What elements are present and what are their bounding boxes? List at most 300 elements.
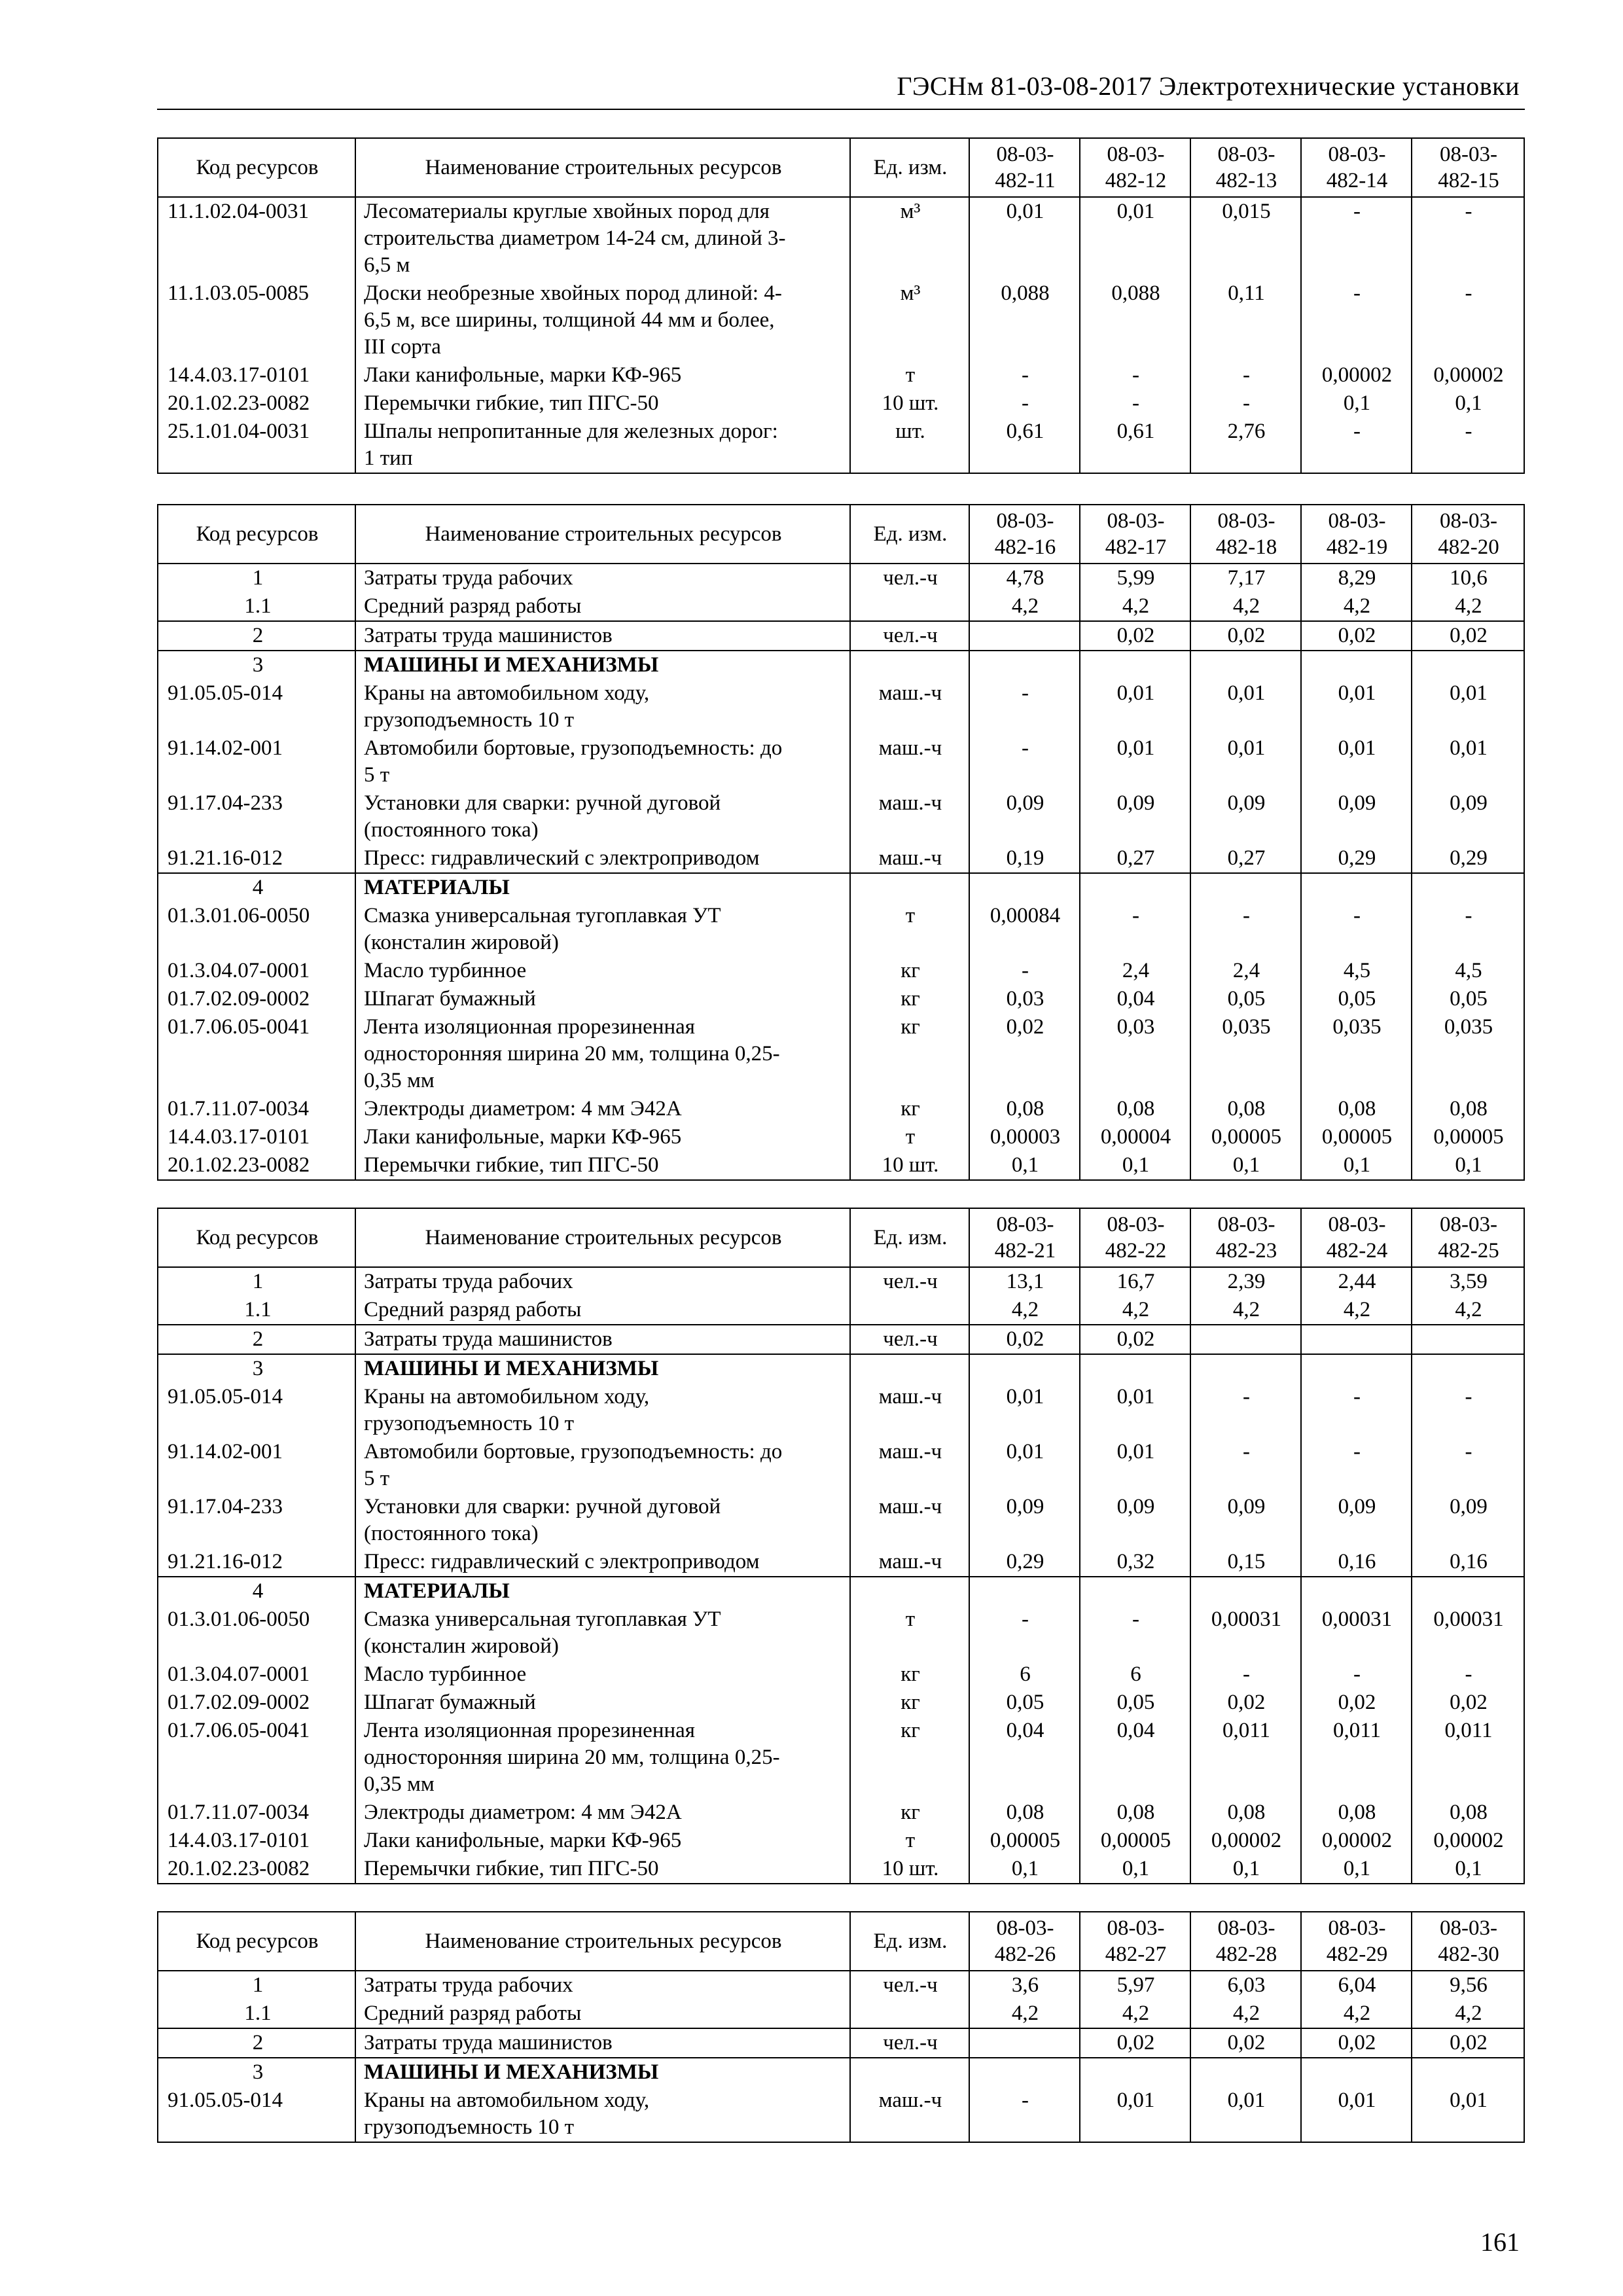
resource-name: МАШИНЫ И МЕХАНИЗМЫ: [355, 1354, 850, 1383]
resource-name: Краны на автомобильном ходу, грузоподъемность 10 т: [355, 2087, 850, 2142]
table-row: [158, 1095, 1524, 1123]
resource-value: -: [1412, 902, 1524, 957]
table-row: [158, 1855, 1524, 1884]
resource-value: [1190, 1577, 1301, 1605]
resource-value: 6: [1080, 1660, 1190, 1689]
table-row: [158, 1296, 1524, 1325]
resource-name: Пресс: гидравлический с электроприводом: [355, 1548, 850, 1577]
header-norm-code: 08-03- 482-16: [969, 505, 1080, 564]
resource-name: Электроды диаметром: 4 мм Э42А: [355, 1799, 850, 1827]
resource-value: 0,04: [1080, 1717, 1190, 1799]
resource-value: 0,01: [1080, 1438, 1190, 1493]
resource-value: -: [969, 734, 1080, 789]
resource-value: 0,01: [1301, 734, 1412, 789]
resource-value: 2,39: [1190, 1267, 1301, 1296]
resource-value: [1412, 1577, 1524, 1605]
table-row: [158, 279, 1524, 361]
resource-value: 4,2: [1301, 2000, 1412, 2028]
resource-value: 0,29: [969, 1548, 1080, 1577]
header-name: Наименование строительных ресурсов: [355, 1912, 850, 1971]
resource-value: 0,01: [1412, 734, 1524, 789]
resource-unit: 10 шт.: [850, 1855, 969, 1884]
resource-value: 0,1: [1412, 1855, 1524, 1884]
resource-unit: маш.-ч: [850, 734, 969, 789]
resource-value: 2,76: [1190, 418, 1301, 473]
table-row: [158, 418, 1524, 473]
resource-value: -: [1301, 197, 1412, 279]
resource-unit: т: [850, 1827, 969, 1855]
running-header-title: ГЭСНм 81-03-08-2017 Электротехнические установки: [897, 71, 1520, 101]
resource-value: 0,02: [1190, 621, 1301, 651]
resource-value: 0,1: [1301, 389, 1412, 418]
resource-value: [1190, 1325, 1301, 1354]
resource-value: 0,1: [1301, 1855, 1412, 1884]
resource-value: 0,11: [1190, 279, 1301, 361]
resource-code: 01.3.01.06-0050: [158, 1605, 355, 1660]
resource-code: 2: [158, 621, 355, 651]
resource-unit: [850, 1354, 969, 1383]
resource-name: Затраты труда рабочих: [355, 564, 850, 592]
resource-value: 0,00002: [1301, 361, 1412, 389]
table-row: [158, 1325, 1524, 1354]
resource-value: -: [1080, 1605, 1190, 1660]
table-row: [158, 734, 1524, 789]
resource-value: 0,09: [1301, 1493, 1412, 1548]
resource-value: [969, 2058, 1080, 2087]
resource-value: [969, 1577, 1080, 1605]
resource-value: 0,04: [1080, 985, 1190, 1013]
resource-name: Средний разряд работы: [355, 2000, 850, 2028]
resource-value: 0,01: [1301, 679, 1412, 734]
resource-value: -: [1190, 389, 1301, 418]
resource-value: -: [1412, 279, 1524, 361]
resource-value: 0,08: [969, 1095, 1080, 1123]
resource-code: 14.4.03.17-0101: [158, 1827, 355, 1855]
resource-value: -: [1080, 361, 1190, 389]
resource-code: 1.1: [158, 592, 355, 621]
resource-value: 0,00003: [969, 1123, 1080, 1151]
table-row: [158, 1660, 1524, 1689]
resource-value: 0,011: [1412, 1717, 1524, 1799]
resource-unit: маш.-ч: [850, 1493, 969, 1548]
resource-value: -: [1190, 1383, 1301, 1438]
resource-code: 11.1.02.04-0031: [158, 197, 355, 279]
resource-value: -: [1412, 197, 1524, 279]
resource-code: 4: [158, 1577, 355, 1605]
resource-value: 0,09: [1080, 789, 1190, 844]
resource-value: 4,78: [969, 564, 1080, 592]
resource-code: 91.17.04-233: [158, 789, 355, 844]
resource-unit: маш.-ч: [850, 1438, 969, 1493]
table-row: [158, 873, 1524, 902]
resource-code: 01.7.02.09-0002: [158, 985, 355, 1013]
resource-value: 0,08: [1301, 1095, 1412, 1123]
table-row: [158, 1493, 1524, 1548]
resource-code: 01.3.01.06-0050: [158, 902, 355, 957]
header-norm-code: 08-03- 482-27: [1080, 1912, 1190, 1971]
resource-code: 01.7.11.07-0034: [158, 1799, 355, 1827]
resource-value: -: [969, 957, 1080, 985]
resource-value: 0,011: [1301, 1717, 1412, 1799]
header-norm-code: 08-03- 482-30: [1412, 1912, 1524, 1971]
resource-name: Масло турбинное: [355, 957, 850, 985]
resource-value: -: [1301, 1660, 1412, 1689]
resource-name: Затраты труда машинистов: [355, 1325, 850, 1354]
resource-value: [1301, 873, 1412, 902]
table-row: [158, 1717, 1524, 1799]
resource-value: 4,2: [1080, 2000, 1190, 2028]
resource-code: 91.21.16-012: [158, 844, 355, 873]
header-unit: Ед. изм.: [850, 505, 969, 564]
resource-unit: [850, 1577, 969, 1605]
resource-value: 0,09: [1080, 1493, 1190, 1548]
resource-value: 0,08: [1190, 1095, 1301, 1123]
resource-table-2: [157, 504, 1525, 1181]
resource-value: 0,00084: [969, 902, 1080, 957]
resource-value: [1412, 1354, 1524, 1383]
resource-value: -: [1412, 1438, 1524, 1493]
resource-code: 01.3.04.07-0001: [158, 1660, 355, 1689]
resource-value: 0,01: [969, 1383, 1080, 1438]
resource-unit: т: [850, 1605, 969, 1660]
resource-value: 0,00005: [969, 1827, 1080, 1855]
resource-value: 5,99: [1080, 564, 1190, 592]
resource-value: 6,04: [1301, 1971, 1412, 2000]
resource-unit: [850, 2058, 969, 2087]
resource-value: 0,00031: [1412, 1605, 1524, 1660]
resource-value: 0,035: [1190, 1013, 1301, 1095]
resource-value: 0,00005: [1301, 1123, 1412, 1151]
resource-value: [969, 621, 1080, 651]
resource-value: 0,27: [1190, 844, 1301, 873]
resource-value: 0,00002: [1412, 361, 1524, 389]
resource-value: [1301, 1354, 1412, 1383]
resource-name: Краны на автомобильном ходу, грузоподъемность 10 т: [355, 1383, 850, 1438]
resource-name: Доски необрезные хвойных пород длиной: 4- 6,5 м, все ширины, толщиной 44 мм и более, III сорта: [355, 279, 850, 361]
resource-code: 1.1: [158, 2000, 355, 2028]
resource-unit: м³: [850, 279, 969, 361]
resource-code: 1.1: [158, 1296, 355, 1325]
resource-value: 0,01: [969, 197, 1080, 279]
header-norm-code: 08-03- 482-29: [1301, 1912, 1412, 1971]
resource-value: [1190, 651, 1301, 679]
resource-code: 01.7.11.07-0034: [158, 1095, 355, 1123]
resource-value: -: [1412, 1383, 1524, 1438]
resource-value: 0,09: [969, 1493, 1080, 1548]
resource-code: 3: [158, 651, 355, 679]
resource-value: 4,2: [969, 592, 1080, 621]
header-norm-code: 08-03- 482-12: [1080, 138, 1190, 197]
table-row: [158, 1548, 1524, 1577]
resource-value: 7,17: [1190, 564, 1301, 592]
resource-code: 3: [158, 1354, 355, 1383]
table-header-row: [158, 1208, 1524, 1267]
table-row: [158, 1438, 1524, 1493]
resource-value: 0,29: [1301, 844, 1412, 873]
resource-value: 0,03: [969, 985, 1080, 1013]
resource-code: 91.05.05-014: [158, 1383, 355, 1438]
table-row: [158, 2058, 1524, 2087]
resource-value: [1190, 2058, 1301, 2087]
header-norm-code: 08-03- 482-17: [1080, 505, 1190, 564]
table-row: [158, 1799, 1524, 1827]
resource-value: 0,05: [969, 1689, 1080, 1717]
table-row: [158, 1013, 1524, 1095]
resource-value: 0,01: [1080, 734, 1190, 789]
resource-value: 0,1: [1412, 389, 1524, 418]
resource-value: 0,1: [1301, 1151, 1412, 1180]
resource-value: 0,16: [1412, 1548, 1524, 1577]
resource-value: 0,08: [1080, 1799, 1190, 1827]
resource-value: 0,011: [1190, 1717, 1301, 1799]
resource-unit: кг: [850, 1095, 969, 1123]
resource-value: 0,27: [1080, 844, 1190, 873]
resource-value: 0,01: [1190, 734, 1301, 789]
resource-value: 0,01: [1412, 2087, 1524, 2142]
resource-unit: м³: [850, 197, 969, 279]
resource-value: 9,56: [1412, 1971, 1524, 2000]
resource-code: 1: [158, 1971, 355, 2000]
resource-value: 0,09: [1301, 789, 1412, 844]
resource-value: [969, 2028, 1080, 2058]
resource-name: Смазка универсальная тугоплавкая УТ (консталин жировой): [355, 1605, 850, 1660]
resource-name: Затраты труда машинистов: [355, 621, 850, 651]
resource-value: 0,00002: [1301, 1827, 1412, 1855]
resource-value: 0,1: [969, 1855, 1080, 1884]
resource-code: 91.05.05-014: [158, 679, 355, 734]
resource-value: 8,29: [1301, 564, 1412, 592]
table-row: [158, 1123, 1524, 1151]
resource-code: 01.7.06.05-0041: [158, 1013, 355, 1095]
table-row: [158, 651, 1524, 679]
resource-unit: шт.: [850, 418, 969, 473]
resource-unit: [850, 1296, 969, 1325]
resource-value: 4,2: [1301, 1296, 1412, 1325]
resource-value: -: [1190, 361, 1301, 389]
resource-value: 0,1: [1080, 1151, 1190, 1180]
resource-name: Лаки канифольные, марки КФ-965: [355, 1827, 850, 1855]
resource-unit: чел.-ч: [850, 1267, 969, 1296]
resource-unit: маш.-ч: [850, 679, 969, 734]
resource-value: [1301, 651, 1412, 679]
resource-value: 0,02: [969, 1325, 1080, 1354]
resource-name: Установки для сварки: ручной дуговой (постоянного тока): [355, 1493, 850, 1548]
header-norm-code: 08-03- 482-22: [1080, 1208, 1190, 1267]
resource-name: МАТЕРИАЛЫ: [355, 1577, 850, 1605]
resource-name: Перемычки гибкие, тип ПГС-50: [355, 389, 850, 418]
resource-value: 0,61: [969, 418, 1080, 473]
resource-value: 4,5: [1301, 957, 1412, 985]
page-number: 161: [1480, 2227, 1520, 2257]
resource-value: -: [1412, 418, 1524, 473]
resource-name: Автомобили бортовые, грузоподъемность: до 5 т: [355, 1438, 850, 1493]
header-unit: Ед. изм.: [850, 138, 969, 197]
resource-unit: [850, 592, 969, 621]
resource-value: [1190, 873, 1301, 902]
resource-value: 3,6: [969, 1971, 1080, 2000]
resource-value: -: [969, 1605, 1080, 1660]
resource-value: 0,61: [1080, 418, 1190, 473]
resource-name: Автомобили бортовые, грузоподъемность: до 5 т: [355, 734, 850, 789]
resource-value: 0,02: [1301, 2028, 1412, 2058]
header-norm-code: 08-03- 482-20: [1412, 505, 1524, 564]
resource-value: 0,01: [1412, 679, 1524, 734]
resource-value: 0,00002: [1412, 1827, 1524, 1855]
resource-value: 0,02: [1412, 1689, 1524, 1717]
table-row: [158, 1151, 1524, 1180]
header-unit: Ед. изм.: [850, 1208, 969, 1267]
table-row: [158, 902, 1524, 957]
resource-name: Шпагат бумажный: [355, 1689, 850, 1717]
resource-value: 0,00004: [1080, 1123, 1190, 1151]
resource-value: 0,035: [1301, 1013, 1412, 1095]
resource-value: -: [969, 679, 1080, 734]
resource-unit: маш.-ч: [850, 2087, 969, 2142]
header-code: Код ресурсов: [158, 1912, 355, 1971]
resource-table-4: [157, 1911, 1525, 2143]
resource-value: -: [1301, 902, 1412, 957]
resource-value: 0,04: [969, 1717, 1080, 1799]
resource-value: -: [1190, 1660, 1301, 1689]
resource-value: -: [1190, 902, 1301, 957]
resource-value: -: [969, 361, 1080, 389]
resource-name: Лаки канифольные, марки КФ-965: [355, 361, 850, 389]
resource-value: [969, 873, 1080, 902]
header-name: Наименование строительных ресурсов: [355, 1208, 850, 1267]
resource-value: 0,05: [1080, 1689, 1190, 1717]
resource-unit: кг: [850, 1689, 969, 1717]
resource-name: Перемычки гибкие, тип ПГС-50: [355, 1855, 850, 1884]
resource-value: 4,2: [969, 2000, 1080, 2028]
resource-code: 20.1.02.23-0082: [158, 1151, 355, 1180]
resource-name: Краны на автомобильном ходу, грузоподъемность 10 т: [355, 679, 850, 734]
resource-value: 0,00005: [1190, 1123, 1301, 1151]
resource-value: -: [1301, 1438, 1412, 1493]
resource-table-1: [157, 137, 1525, 474]
resource-value: -: [1301, 1383, 1412, 1438]
resource-value: 3,59: [1412, 1267, 1524, 1296]
resource-value: 0,01: [1301, 2087, 1412, 2142]
resource-value: [1301, 1325, 1412, 1354]
resource-code: 1: [158, 1267, 355, 1296]
resource-name: Пресс: гидравлический с электроприводом: [355, 844, 850, 873]
resource-value: 0,088: [1080, 279, 1190, 361]
resource-value: [1080, 1354, 1190, 1383]
resource-value: 4,2: [1190, 592, 1301, 621]
resource-value: 2,44: [1301, 1267, 1412, 1296]
table-row: [158, 2000, 1524, 2028]
resource-unit: кг: [850, 1799, 969, 1827]
header-code: Код ресурсов: [158, 505, 355, 564]
header-norm-code: 08-03- 482-25: [1412, 1208, 1524, 1267]
resource-name: Лента изоляционная прорезиненная односторонняя ширина 20 мм, толщина 0,25- 0,35 мм: [355, 1717, 850, 1799]
resource-value: 0,08: [1190, 1799, 1301, 1827]
resource-value: 2,4: [1080, 957, 1190, 985]
resource-value: 6: [969, 1660, 1080, 1689]
header-norm-code: 08-03- 482-21: [969, 1208, 1080, 1267]
resource-value: 0,01: [1080, 1383, 1190, 1438]
resource-value: 4,2: [1412, 1296, 1524, 1325]
table-row: [158, 844, 1524, 873]
resource-value: -: [1301, 279, 1412, 361]
resource-name: Установки для сварки: ручной дуговой (постоянного тока): [355, 789, 850, 844]
resource-value: 0,02: [1080, 621, 1190, 651]
resource-value: 5,97: [1080, 1971, 1190, 2000]
resource-unit: 10 шт.: [850, 389, 969, 418]
resource-value: 0,00005: [1412, 1123, 1524, 1151]
resource-value: [1412, 651, 1524, 679]
resource-value: [969, 1354, 1080, 1383]
resource-name: МАШИНЫ И МЕХАНИЗМЫ: [355, 2058, 850, 2087]
resource-value: 0,00031: [1301, 1605, 1412, 1660]
resource-unit: кг: [850, 1717, 969, 1799]
resource-value: [1190, 1354, 1301, 1383]
resource-name: Масло турбинное: [355, 1660, 850, 1689]
resource-value: [969, 651, 1080, 679]
resource-value: 0,08: [1412, 1799, 1524, 1827]
header-norm-code: 08-03- 482-28: [1190, 1912, 1301, 1971]
header-norm-code: 08-03- 482-14: [1301, 138, 1412, 197]
resource-value: 0,1: [1190, 1151, 1301, 1180]
table-row: [158, 1577, 1524, 1605]
resource-value: 0,088: [969, 279, 1080, 361]
resource-value: [1412, 2058, 1524, 2087]
resource-name: Лаки канифольные, марки КФ-965: [355, 1123, 850, 1151]
resource-unit: маш.-ч: [850, 1383, 969, 1438]
resource-unit: кг: [850, 1013, 969, 1095]
header-norm-code: 08-03- 482-11: [969, 138, 1080, 197]
header-norm-code: 08-03- 482-26: [969, 1912, 1080, 1971]
resource-code: 01.7.02.09-0002: [158, 1689, 355, 1717]
resource-value: 0,035: [1412, 1013, 1524, 1095]
resource-value: 0,02: [1412, 2028, 1524, 2058]
table-row: [158, 1267, 1524, 1296]
table-row: [158, 621, 1524, 651]
table-row: [158, 564, 1524, 592]
header-name: Наименование строительных ресурсов: [355, 505, 850, 564]
resource-value: 0,16: [1301, 1548, 1412, 1577]
resource-code: 91.14.02-001: [158, 734, 355, 789]
header-norm-code: 08-03- 482-24: [1301, 1208, 1412, 1267]
resource-value: 0,01: [1080, 197, 1190, 279]
resource-code: 2: [158, 1325, 355, 1354]
resource-value: 0,01: [1080, 679, 1190, 734]
resource-code: 91.05.05-014: [158, 2087, 355, 2142]
resource-value: -: [969, 389, 1080, 418]
resource-unit: кг: [850, 957, 969, 985]
resource-unit: чел.-ч: [850, 621, 969, 651]
resource-code: 14.4.03.17-0101: [158, 361, 355, 389]
resource-value: 4,2: [1412, 2000, 1524, 2028]
resource-name: МАТЕРИАЛЫ: [355, 873, 850, 902]
table-row: [158, 789, 1524, 844]
header-code: Код ресурсов: [158, 1208, 355, 1267]
table-header-row: [158, 138, 1524, 197]
resource-unit: [850, 873, 969, 902]
resource-value: 2,4: [1190, 957, 1301, 985]
resource-value: 0,03: [1080, 1013, 1190, 1095]
table-row: [158, 1827, 1524, 1855]
resource-value: 4,2: [1080, 592, 1190, 621]
resource-name: Перемычки гибкие, тип ПГС-50: [355, 1151, 850, 1180]
header-norm-code: 08-03- 482-15: [1412, 138, 1524, 197]
resource-value: 0,01: [1080, 2087, 1190, 2142]
table-row: [158, 679, 1524, 734]
header-code: Код ресурсов: [158, 138, 355, 197]
resource-value: 0,05: [1190, 985, 1301, 1013]
resource-value: 0,08: [1080, 1095, 1190, 1123]
header-name: Наименование строительных ресурсов: [355, 138, 850, 197]
